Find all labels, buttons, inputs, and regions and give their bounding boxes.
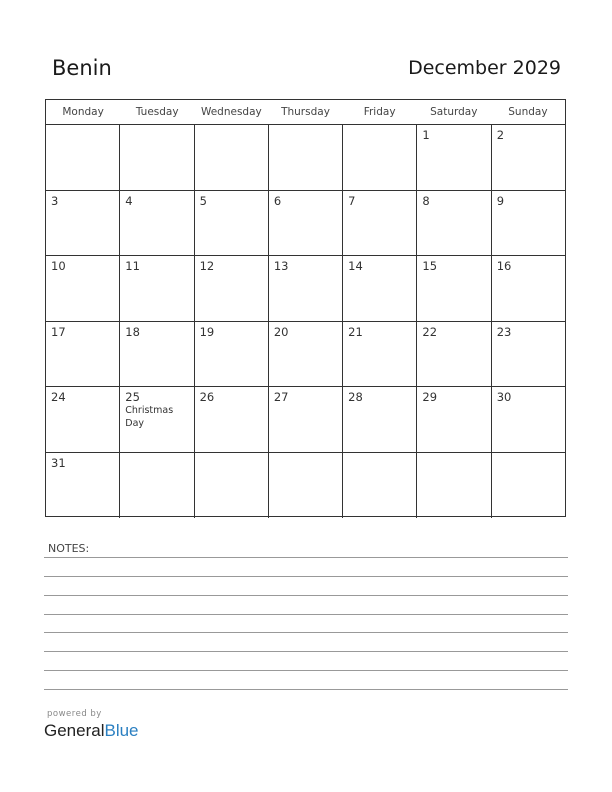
- day-number: 23: [496, 324, 512, 339]
- day-cell-24[interactable]: [46, 387, 120, 452]
- empty-day-cell: [195, 125, 269, 190]
- day-cell-26[interactable]: [195, 387, 269, 452]
- month-year-title: December 2029: [408, 57, 561, 79]
- note-line: [44, 670, 568, 671]
- day-cell-16[interactable]: [492, 256, 565, 321]
- day-cell-29[interactable]: [417, 387, 491, 452]
- day-cell-22[interactable]: [417, 322, 491, 387]
- holiday-label: Christmas Day: [125, 405, 174, 429]
- day-cell-17[interactable]: [46, 322, 120, 387]
- day-number: 16: [496, 259, 512, 273]
- day-number: 24: [51, 390, 66, 404]
- day-number: 28: [348, 390, 363, 404]
- day-number: 2: [496, 128, 505, 142]
- day-number: 19: [199, 324, 215, 339]
- day-number: 26: [199, 390, 215, 404]
- generalblue-logo[interactable]: [44, 721, 139, 741]
- day-number: 30: [496, 390, 512, 404]
- weekday-header-row: [46, 100, 565, 125]
- weekday-thursday: Thursday: [281, 106, 330, 118]
- day-number: 31: [51, 455, 66, 470]
- week-row: [46, 125, 565, 191]
- brand-blue-text: Blue: [104, 721, 139, 740]
- day-number: 17: [51, 324, 66, 339]
- day-number: 14: [348, 259, 363, 273]
- day-cell-15[interactable]: [417, 256, 491, 321]
- day-cell-30[interactable]: [492, 387, 565, 452]
- notes-label: NOTES:: [48, 542, 90, 555]
- day-cell-5[interactable]: [195, 191, 269, 256]
- week-row: [46, 453, 565, 519]
- day-number: 1: [422, 128, 430, 142]
- day-number: 12: [199, 259, 215, 273]
- empty-day-cell: [120, 453, 194, 519]
- day-cell-7[interactable]: [343, 191, 417, 256]
- note-line: [44, 557, 568, 558]
- day-cell-3[interactable]: [46, 191, 120, 256]
- day-number: 21: [348, 324, 363, 339]
- day-number: 11: [125, 259, 140, 273]
- weekday-saturday: Saturday: [430, 106, 478, 118]
- empty-day-cell: [269, 125, 343, 190]
- day-cell-8[interactable]: [417, 191, 491, 256]
- day-cell-10[interactable]: [46, 256, 120, 321]
- day-number: 20: [273, 324, 289, 339]
- empty-day-cell: [417, 453, 491, 519]
- day-cell-21[interactable]: [343, 322, 417, 387]
- note-line: [44, 632, 568, 633]
- day-number: 4: [125, 193, 133, 208]
- brand-general-text: General: [44, 721, 105, 740]
- day-cell-28[interactable]: [343, 387, 417, 452]
- day-cell-4[interactable]: [120, 191, 194, 256]
- day-cell-6[interactable]: [269, 191, 343, 256]
- calendar-grid: [45, 99, 566, 517]
- day-cell-9[interactable]: [492, 191, 565, 256]
- day-number: 29: [422, 390, 438, 404]
- day-number: 27: [273, 390, 289, 404]
- weekday-friday: Friday: [363, 106, 396, 118]
- note-line: [44, 595, 568, 596]
- day-cell-23[interactable]: [492, 322, 565, 387]
- powered-by-text: powered by: [47, 709, 102, 719]
- week-row: [46, 191, 565, 257]
- day-cell-13[interactable]: [269, 256, 343, 321]
- day-number: 18: [125, 324, 140, 339]
- day-cell-27[interactable]: [269, 387, 343, 452]
- weekday-wednesday: Wednesday: [200, 106, 262, 118]
- day-cell-12[interactable]: [195, 256, 269, 321]
- weekday-sunday: Sunday: [508, 106, 548, 118]
- day-cell-1[interactable]: [417, 125, 491, 190]
- note-line: [44, 689, 568, 690]
- day-cell-25[interactable]: [120, 387, 194, 452]
- day-number: 6: [273, 193, 282, 208]
- day-number: 15: [422, 259, 438, 273]
- day-cell-19[interactable]: [195, 322, 269, 387]
- day-number: 3: [51, 193, 59, 208]
- day-number: 9: [496, 193, 505, 208]
- day-number: 13: [273, 259, 289, 273]
- empty-day-cell: [492, 453, 565, 519]
- day-number: 25: [125, 390, 140, 404]
- empty-day-cell: [269, 453, 343, 519]
- empty-day-cell: [343, 453, 417, 519]
- note-line: [44, 576, 568, 577]
- day-cell-31[interactable]: [46, 453, 120, 519]
- day-cell-2[interactable]: [492, 125, 565, 190]
- day-number: 8: [422, 193, 430, 208]
- empty-day-cell: [46, 125, 120, 190]
- weekday-monday: Monday: [62, 106, 104, 118]
- note-line: [44, 651, 568, 652]
- day-cell-18[interactable]: [120, 322, 194, 387]
- week-row: [46, 322, 565, 388]
- week-row: [46, 256, 565, 322]
- weekday-tuesday: Tuesday: [135, 106, 179, 118]
- day-cell-11[interactable]: [120, 256, 194, 321]
- empty-day-cell: [120, 125, 194, 190]
- calendar-weeks: [46, 125, 565, 518]
- country-title: Benin: [52, 56, 112, 80]
- day-cell-20[interactable]: [269, 322, 343, 387]
- day-number: 7: [348, 193, 356, 208]
- empty-day-cell: [343, 125, 417, 190]
- day-number: 22: [422, 324, 438, 339]
- day-cell-14[interactable]: [343, 256, 417, 321]
- empty-day-cell: [195, 453, 269, 519]
- note-line: [44, 614, 568, 615]
- day-number: 5: [199, 193, 207, 208]
- week-row: [46, 387, 565, 453]
- day-number: 10: [51, 259, 66, 273]
